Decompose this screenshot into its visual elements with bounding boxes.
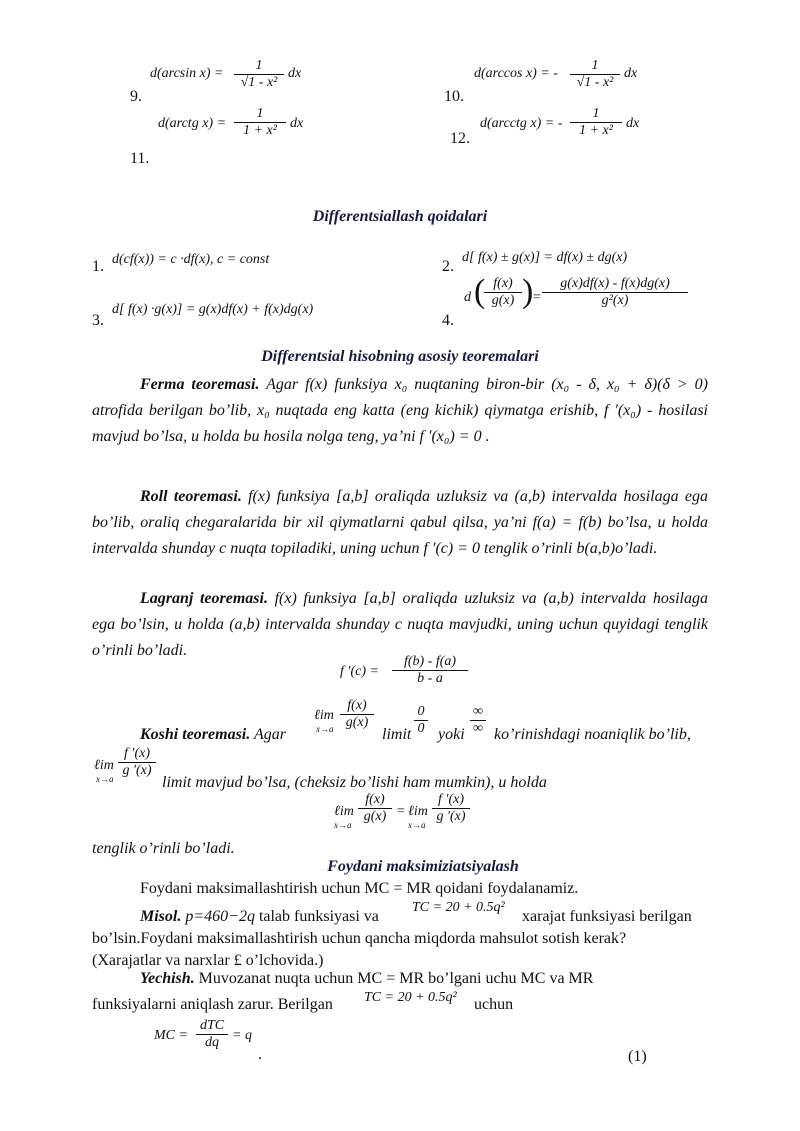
tc-formula-2: TC = 20 + 0.5q² bbox=[364, 990, 457, 1005]
tc-formula: TC = 20 + 0.5q² bbox=[412, 900, 505, 915]
rule-3: d[ f(x) ·g(x)] = g(x)df(x) + f(x)dg(x) bbox=[112, 302, 314, 317]
section-heading-rules: Differentsiallash qoidalari bbox=[312, 208, 488, 225]
example-line-1: Misol. p=460−2q talab funksiyasi va bbox=[140, 908, 379, 925]
rolle-text: f(x) funksiya [a,b] oraliqda uzluksiz va (a,b) intervalda hosilaga ega bo’lib, oraliq chegaralarida bir xil qiymatlarni qabul qilsa, ya’ni f(a) = f(b) bo’lsa, u holda intervalda shunday c nuqta topiladiki, uning uchun f ′(c) = 0 tenglik o’rinli b(a,b)o’ladi. bbox=[92, 488, 708, 557]
formula-10-number: 10. bbox=[444, 88, 464, 105]
lagrange-theorem bbox=[92, 586, 708, 664]
zero-over-zero: 0 0 bbox=[414, 704, 428, 737]
rule-2: d[ f(x) ± g(x)] = df(x) ± dg(x) bbox=[462, 250, 628, 265]
rule-2-number: 2. bbox=[442, 258, 454, 275]
right-paren: ) bbox=[522, 273, 534, 310]
formula-12-lhs: d(arcctg x) = - bbox=[480, 116, 563, 131]
rule-1-number: 1. bbox=[92, 258, 104, 275]
section-heading-theorems: Differentsial hisobning asosiy teoremalari bbox=[261, 348, 539, 365]
cauchy-end: tenglik o’rinli bo’ladi. bbox=[92, 840, 235, 857]
formula-9-number: 9. bbox=[130, 88, 142, 105]
rule-4-number: 4. bbox=[442, 312, 454, 329]
rolle-theorem bbox=[92, 484, 708, 562]
example-label: Misol. bbox=[140, 908, 182, 925]
formula-10-fraction: 1 √1 - x² bbox=[570, 58, 620, 91]
solution-label: Yechish. bbox=[140, 970, 195, 987]
formula-12-number: 12. bbox=[450, 130, 470, 147]
cauchy-line-2: limit mavjud bo’lsa, (cheksiz bo’lishi ham mumkin), u holda bbox=[162, 774, 547, 791]
formula-10-lhs: d(arccos x) = - bbox=[474, 66, 558, 81]
formula-11-lhs: d(arctg x) = bbox=[158, 116, 227, 131]
cauchy-line-1: Koshi teoremasi. Agar bbox=[140, 726, 286, 743]
formula-9-lhs: d(arcsin x) = bbox=[150, 66, 224, 81]
rule-1: d(cf(x)) = c ·df(x), c = const bbox=[112, 252, 270, 267]
inf-over-inf: ∞ ∞ bbox=[470, 704, 486, 737]
equation-number: (1) bbox=[628, 1048, 647, 1065]
solution-line-1: Yechish. Muvozanat nuqta uchun MC = MR bo’lgani uchu MC va MR bbox=[140, 970, 594, 987]
rolle-title: Roll teoremasi. bbox=[140, 488, 242, 505]
profit-intro: Foydani maksimallashtirish uchun MC = MR qoidani foydalanamiz. bbox=[140, 880, 579, 897]
rule-3-number: 3. bbox=[92, 312, 104, 329]
formula-11-number: 11. bbox=[130, 150, 150, 167]
solution-line-2: funksiyalarni aniqlash zarur. Berilgan bbox=[92, 996, 333, 1013]
fermat-title: Ferma teoremasi. bbox=[140, 376, 260, 393]
example-line-3: (Xarajatlar va narxlar £ o’lchovida.) bbox=[92, 952, 324, 969]
section-heading-profit: Foydani maksimiziatsiyalash bbox=[327, 858, 519, 875]
lagrange-text: f(x) funksiya [a,b] oraliqda uzluksiz va (a,b) intervalda hosilaga ega bo’lsin, u holda (a,b) intervalda shunday c nuqta mavjudki, uning uchun quyidagi tenglik o’rinli bo’ladi. bbox=[92, 590, 708, 659]
cauchy-title: Koshi teoremasi. bbox=[140, 726, 251, 743]
rule-4-fraction: g(x)df(x) - f(x)dg(x) g²(x) bbox=[542, 276, 688, 309]
formula-12-fraction: 1 1 + x² bbox=[570, 106, 622, 139]
fermat-text: Agar f(x) funksiya x₀ nuqtaning biron-bir (x₀ - δ, x₀ + δ)(δ > 0) atrofida berilgan bo’lib, x₀ nuqtada eng katta (eng kichik) qiymatga erishib, f ′(x₀) - hosilasi mavjud bo’lsa, u holda bu hosila nolga teng, ya’ni f ′(x₀) = 0 . bbox=[92, 376, 709, 445]
formula-9-fraction: 1 √1 - x² bbox=[234, 58, 284, 91]
formula-11-fraction: 1 1 + x² bbox=[234, 106, 286, 139]
left-paren: ( bbox=[474, 273, 486, 310]
example-line-2: bo’lsin.Foydani maksimallashtirish uchun qancha miqdorda mahsulot sotish kerak? bbox=[92, 930, 627, 947]
lagrange-title: Lagranj teoremasi. bbox=[140, 590, 268, 607]
fermat-theorem bbox=[92, 372, 708, 450]
